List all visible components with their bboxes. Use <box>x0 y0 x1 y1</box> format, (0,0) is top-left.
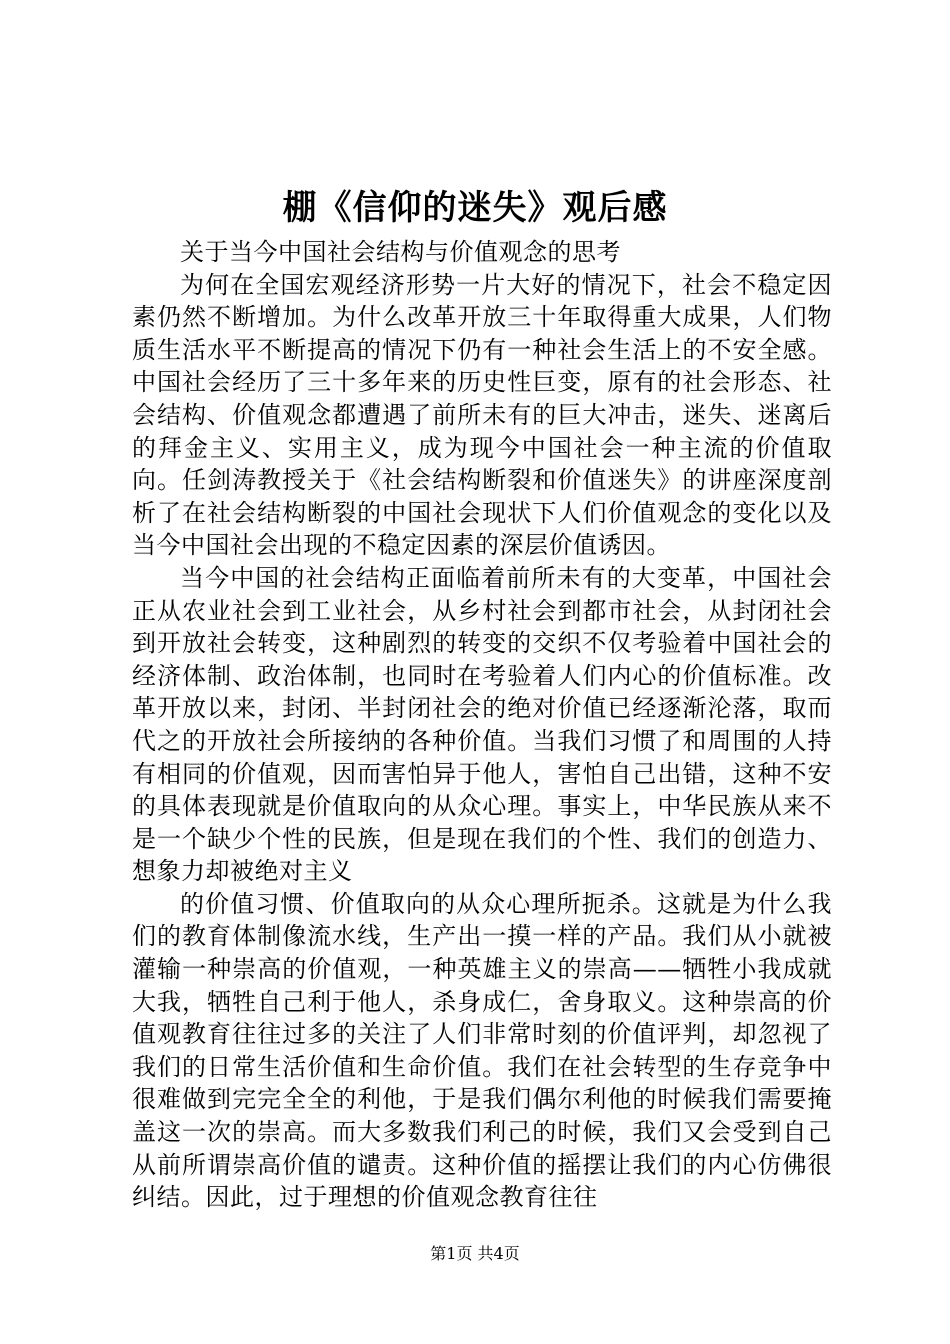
body-paragraph-1: 为何在全国宏观经济形势一片大好的情况下，社会不稳定因素仍然不断增加。为什么改革开放三十年取得重大成果，人们物质生活水平不断提高的情况下仍有一种社会生活上的不安全感。中国社会经历了三十多年来的历史性巨变，原有的社会形态、社会结构、价值观念都遭遇了前所未有的巨大冲击，迷失、迷离后的拜金主义、实用主义，成为现今中国社会一种主流的价值取向。任剑涛教授关于《社会结构断裂和价值迷失》的讲座深度剖析了在社会结构断裂的中国社会现状下人们价值观念的变化以及当今中国社会出现的不稳定因素的深层价值诱因。 <box>132 270 832 560</box>
document-body <box>132 236 832 1214</box>
body-paragraph-3: 的价值习惯、价值取向的从众心理所扼杀。这就是为什么我们的教育体制像流水线，生产出一摸一样的产品。我们从小就被灌输一种崇高的价值观，一种英雄主义的崇高——牺牲小我成就大我，牺牲自己利于他人，杀身成仁，舍身取义。这种崇高的价值观教育往往过多的关注了人们非常时刻的价值评判，却忽视了我们的日常生活价值和生命价值。我们在社会转型的生存竞争中很难做到完完全全的利他，于是我们偶尔利他的时候我们需要掩盖这一次的崇高。而大多数我们利己的时候，我们又会受到自己从前所谓崇高价值的谴责。这种价值的摇摆让我们的内心仿佛很纠结。因此，过于理想的价值观念教育往往 <box>132 889 832 1212</box>
subtitle-paragraph: 关于当今中国社会结构与价值观念的思考 <box>180 238 621 266</box>
document-title: 棚《信仰的迷失》观后感 <box>282 188 668 228</box>
body-paragraph-2: 当今中国的社会结构正面临着前所未有的大变革，中国社会正从农业社会到工业社会，从乡村社会到都市社会，从封闭社会到开放社会转变，这种剧烈的转变的交织不仅考验着中国社会的经济体制、政治体制，也同时在考验着人们内心的价值标准。改革开放以来，封闭、半封闭社会的绝对价值已经逐渐沦落，取而代之的开放社会所接纳的各种价值。当我们习惯了和周围的人持有相同的价值观，因而害怕异于他人，害怕自己出错，这种不安的具体表现就是价值取向的从众心理。事实上，中华民族从来不是一个缺少个性的民族，但是现在我们的个性、我们的创造力、想象力却被绝对主义 <box>132 563 832 886</box>
page-footer: 第1页 共4页 <box>430 1244 520 1263</box>
